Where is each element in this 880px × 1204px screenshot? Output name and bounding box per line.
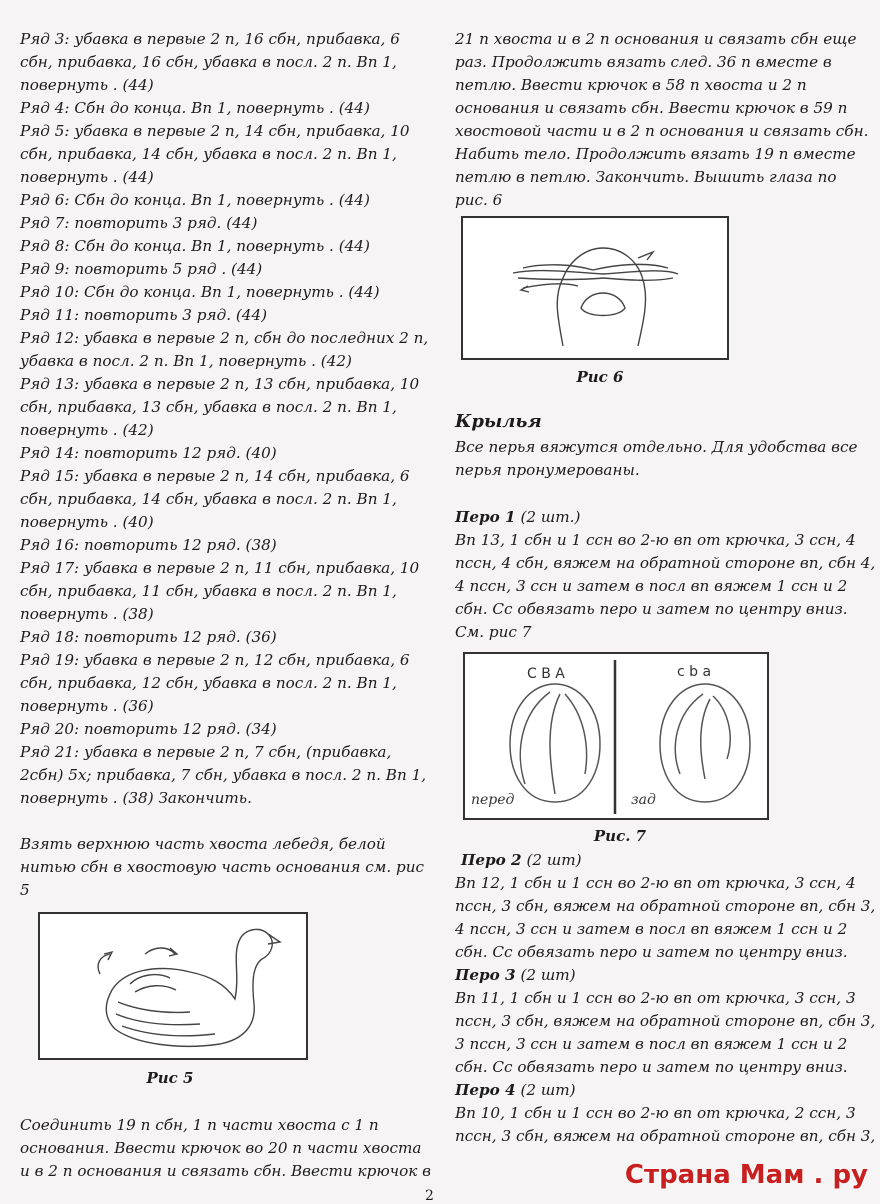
- row-line: Ряд 19: убавка в первые 2 п, 12 сбн, прибавка, 6: [20, 651, 410, 669]
- row-line: Ряд 20: повторить 12 ряд. (34): [20, 720, 277, 738]
- text-line: Вп 11, 1 сбн и 1 ссн во 2-ю вп от крючка, 3 ссн, 3: [455, 989, 856, 1007]
- text-line: 4 пссн, 3 ссн и затем в посл вп вяжем 1 ссн и 2: [455, 920, 848, 938]
- text-line: Соединить 19 п сбн, 1 п части хвоста с 1 п: [20, 1116, 379, 1134]
- row-line: Ряд 7: повторить 3 ряд. (44): [20, 214, 258, 232]
- text-line: 4 пссн, 3 ссн и затем в посл вп вяжем 1 ссн и 2: [455, 577, 848, 595]
- row-line: Ряд 18: повторить 12 ряд. (36): [20, 628, 277, 646]
- text-line: петлю. Ввести крючок в 58 п хвоста и 2 п: [455, 76, 807, 94]
- text-line: основания и связать сбн. Ввести крючок в 59 п: [455, 99, 848, 117]
- text-line: рис. 6: [455, 191, 503, 209]
- row-line: сбн, прибавка, 12 сбн, убавка в посл. 2 п. Вп 1,: [20, 674, 397, 692]
- text-line: петлю в петлю. Закончить. Вышить глаза по: [455, 168, 837, 186]
- row-line: Ряд 8: Сбн до конца. Вп 1, повернуть . (44): [20, 237, 370, 255]
- text-line: хвостовой части и в 2 п основания и связать сбн.: [455, 122, 869, 140]
- continued-instructions: [455, 28, 868, 212]
- text-line: пссн, 3 сбн, вяжем на обратной стороне вп, сбн 3,: [455, 897, 876, 915]
- feather-2-instructions: [455, 872, 875, 964]
- row-line: Ряд 10: Сбн до конца. Вп 1, повернуть . (44): [20, 283, 380, 301]
- row-line: сбн, прибавка, 14 сбн, убавка в посл. 2 п. Вп 1,: [20, 490, 397, 508]
- feather-1-qty: (2 шт.): [515, 508, 581, 526]
- row-line: Ряд 14: повторить 12 ряд. (40): [20, 444, 277, 462]
- feather-1-instructions: [455, 529, 875, 644]
- feather-3-qty: (2 шт): [515, 966, 576, 984]
- row-line: повернуть . (44): [20, 76, 154, 94]
- feather-1-title: Перо 1: [455, 508, 516, 526]
- row-line: убавка в посл. 2 п. Вп 1, повернуть . (42): [20, 352, 352, 370]
- row-line: повернуть . (38) Закончить.: [20, 789, 252, 807]
- row-line: повернуть . (38): [20, 605, 154, 623]
- back-label: зад: [631, 792, 656, 808]
- text-line: и в 2 п основания и связать сбн. Ввести крючок в: [20, 1162, 432, 1180]
- text-line: основания. Ввести крючок во 20 п части хвоста: [20, 1139, 422, 1157]
- text-line: Вп 13, 1 сбн и 1 ссн во 2-ю вп от крючка, 3 ссн, 4: [455, 531, 856, 549]
- feather-illustration: [465, 654, 767, 818]
- page-number: 2: [425, 1188, 434, 1204]
- figure-5-caption: Рис 5: [146, 1069, 194, 1087]
- figure-6-caption: Рис 6: [576, 368, 624, 386]
- row-line: Ряд 3: убавка в первые 2 п, 16 сбн, прибавка, 6: [20, 30, 400, 48]
- row-line: Ряд 6: Сбн до конца. Вп 1, повернуть . (44): [20, 191, 370, 209]
- text-line: перья пронумерованы.: [455, 461, 640, 479]
- figure-6-head: [461, 216, 729, 360]
- text-line: Все перья вяжутся отдельно. Для удобства все: [455, 438, 858, 456]
- row-line: Ряд 16: повторить 12 ряд. (38): [20, 536, 277, 554]
- text-line: Взять верхнюю часть хвоста лебедя, белой: [20, 835, 386, 853]
- feather-4-title: Перо 4: [455, 1081, 516, 1099]
- row-line: Ряд 5: убавка в первые 2 п, 14 сбн, прибавка, 10: [20, 122, 410, 140]
- feather-2-qty: (2 шт): [521, 851, 582, 869]
- row-line: повернуть . (42): [20, 421, 154, 439]
- feather-3-instructions: [455, 987, 875, 1079]
- text-line: пссн, 4 сбн, вяжем на обратной стороне вп, сбн 4,: [455, 554, 876, 572]
- head-illustration: [463, 218, 727, 358]
- front-labels: C B A: [527, 666, 565, 682]
- wings-intro: [455, 436, 858, 482]
- row-line: сбн, прибавка, 16 сбн, убавка в посл. 2 п. Вп 1,: [20, 53, 397, 71]
- row-instructions: [20, 28, 428, 810]
- feather-3-title: Перо 3: [455, 966, 516, 984]
- row-line: Ряд 13: убавка в первые 2 п, 13 сбн, прибавка, 10: [20, 375, 420, 393]
- back-labels: c b a: [677, 664, 712, 680]
- row-line: повернуть . (40): [20, 513, 154, 531]
- text-line: Вп 12, 1 сбн и 1 ссн во 2-ю вп от крючка, 3 ссн, 4: [455, 874, 856, 892]
- text-line: сбн. Сс обвязать перо и затем по центру вниз.: [455, 1058, 848, 1076]
- row-line: сбн, прибавка, 13 сбн, убавка в посл. 2 п. Вп 1,: [20, 398, 397, 416]
- text-line: Вп 10, 1 сбн и 1 ссн во 2-ю вп от крючка, 2 ссн, 3: [455, 1104, 856, 1122]
- row-line: Ряд 12: убавка в первые 2 п, сбн до последних 2 п,: [20, 329, 429, 347]
- figure-7-feather: [463, 652, 769, 820]
- text-line: пссн, 3 сбн, вяжем на обратной стороне вп, сбн 3,: [455, 1012, 876, 1030]
- site-watermark: Страна Мам . ру: [624, 1160, 868, 1190]
- row-line: повернуть . (44): [20, 168, 154, 186]
- text-line: Набить тело. Продолжить вязать 19 п вместе: [455, 145, 856, 163]
- text-line: 3 пссн, 3 ссн и затем в посл вп вяжем 1 ссн и 2: [455, 1035, 848, 1053]
- tail-instructions: [20, 833, 424, 902]
- row-line: Ряд 21: убавка в первые 2 п, 7 сбн, (прибавка,: [20, 743, 392, 761]
- text-line: 21 п хвоста и в 2 п основания и связать сбн еще: [455, 30, 857, 48]
- row-line: сбн, прибавка, 11 сбн, убавка в посл. 2 п. Вп 1,: [20, 582, 397, 600]
- row-line: Ряд 15: убавка в первые 2 п, 14 сбн, прибавка, 6: [20, 467, 410, 485]
- feather-2-title-line: [461, 849, 582, 872]
- row-line: Ряд 11: повторить 3 ряд. (44): [20, 306, 268, 324]
- feather-1-title-line: [455, 506, 580, 529]
- text-line: пссн, 3 сбн, вяжем на обратной стороне вп, сбн 3,: [455, 1127, 876, 1145]
- join-instructions: [20, 1114, 431, 1183]
- text-line: сбн. Сс обвязать перо и затем по центру вниз.: [455, 600, 848, 618]
- feather-4-instructions: [455, 1102, 875, 1148]
- row-line: Ряд 4: Сбн до конца. Вп 1, повернуть . (44): [20, 99, 370, 117]
- row-line: Ряд 9: повторить 5 ряд . (44): [20, 260, 263, 278]
- row-line: 2сбн) 5х; прибавка, 7 сбн, убавка в посл. 2 п. Вп 1,: [20, 766, 427, 784]
- feather-4-title-line: [455, 1079, 576, 1102]
- swan-illustration: [40, 914, 306, 1058]
- text-line: нитью сбн в хвостовую часть основания см. рис: [20, 858, 425, 876]
- text-line: См. рис 7: [455, 623, 532, 641]
- wings-heading: Крылья: [455, 411, 542, 432]
- text-line: раз. Продолжить вязать след. 36 п вместе в: [455, 53, 832, 71]
- figure-5-swan: [38, 912, 308, 1060]
- feather-4-qty: (2 шт): [515, 1081, 576, 1099]
- text-line: сбн. Сс обвязать перо и затем по центру вниз.: [455, 943, 848, 961]
- feather-3-title-line: [455, 964, 576, 987]
- row-line: повернуть . (36): [20, 697, 154, 715]
- front-label: перед: [471, 792, 515, 808]
- row-line: сбн, прибавка, 14 сбн, убавка в посл. 2 п. Вп 1,: [20, 145, 397, 163]
- row-line: Ряд 17: убавка в первые 2 п, 11 сбн, прибавка, 10: [20, 559, 420, 577]
- text-line: 5: [20, 881, 30, 899]
- figure-7-caption: Рис. 7: [593, 827, 647, 845]
- feather-2-title: Перо 2: [461, 851, 522, 869]
